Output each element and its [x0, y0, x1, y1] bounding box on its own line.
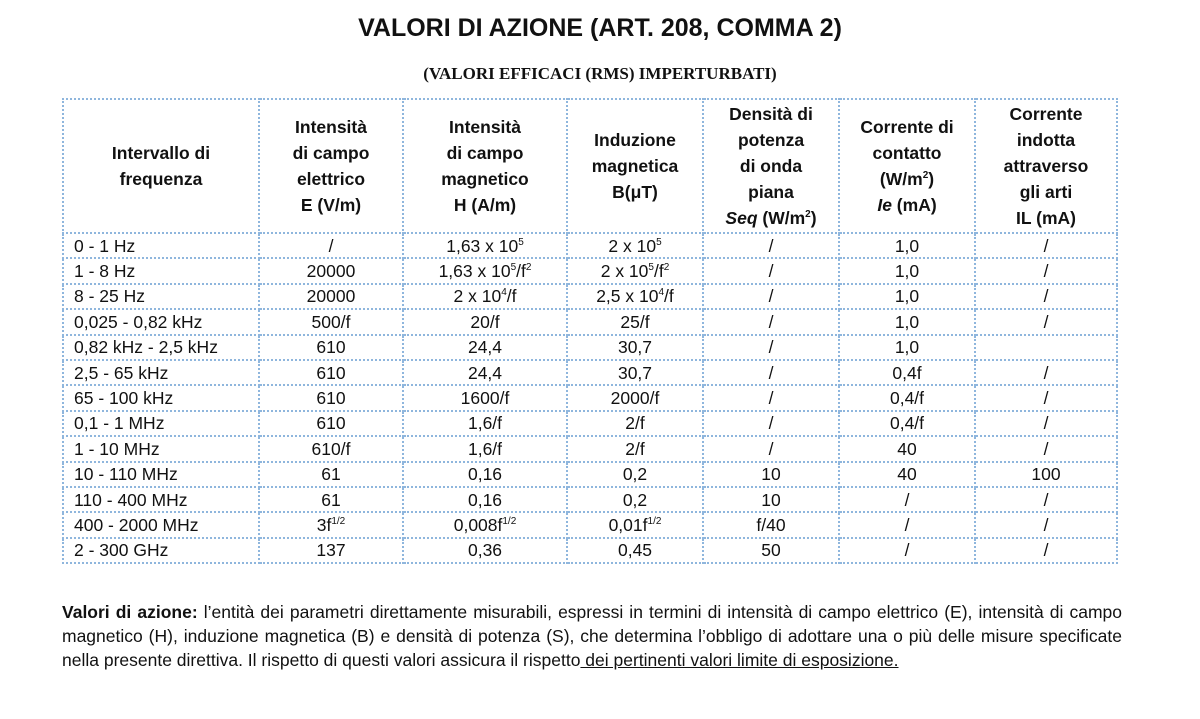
cell-induced-current: / — [975, 487, 1117, 512]
cell-freq: 10 - 110 MHz — [63, 462, 259, 487]
cell-electric-field: 610 — [259, 411, 403, 436]
cell-electric-field: 61 — [259, 462, 403, 487]
cell-electric-field: 610 — [259, 335, 403, 360]
cell-magnetic-induction: 2000/f — [567, 385, 703, 410]
table-row — [63, 411, 1117, 436]
cell-magnetic-induction: 0,2 — [567, 462, 703, 487]
cell-magnetic-induction: 2 x $10^5$ — [567, 233, 703, 258]
cell-freq: 0,025 - 0,82 kHz — [63, 309, 259, 334]
cell-magnetic-field: 24,4 — [403, 335, 567, 360]
cell-power-density: / — [703, 436, 839, 461]
cell-freq: 2,5 - 65 kHz — [63, 360, 259, 385]
cell-contact-current: / — [839, 512, 975, 537]
cell-contact-current: 1,0 — [839, 309, 975, 334]
cell-induced-current: / — [975, 309, 1117, 334]
cell-magnetic-induction: 2/f — [567, 436, 703, 461]
header-induced-current: Corrente indotta attraverso gli arti IL (mA) — [975, 99, 1117, 233]
cell-electric-field: 20000 — [259, 258, 403, 283]
cell-contact-current: 1,0 — [839, 335, 975, 360]
cell-magnetic-field: 0,16 — [403, 462, 567, 487]
cell-induced-current: / — [975, 284, 1117, 309]
cell-magnetic-induction: 30,7 — [567, 360, 703, 385]
cell-magnetic-field: 1,63 x $10^5$ — [403, 233, 567, 258]
header-electric-field: Intensità di campo elettrico E (V/m) — [259, 99, 403, 233]
header-magnetic-induction: Induzione magnetica B(μT) — [567, 99, 703, 233]
table-row — [63, 436, 1117, 461]
cell-contact-current: / — [839, 487, 975, 512]
cell-power-density: / — [703, 335, 839, 360]
legend-text: l’entità dei parametri direttamente misurabili, espressi in termini di intensità di campo elettrico (E), intensità di campo magnetico (H), induzione magnetica (B) e densità di potenza (S), che determina l’obbligo di adottare una o più delle misure specificate nella presente direttiva. Il rispetto di questi valori assicura il rispetto — [62, 602, 1122, 670]
cell-freq: 2 - 300 GHz — [63, 538, 259, 563]
page-subtitle: (VALORI EFFICACI (RMS) IMPERTURBATI) — [423, 64, 777, 83]
cell-contact-current: 0,4f — [839, 360, 975, 385]
cell-induced-current: / — [975, 233, 1117, 258]
cell-contact-current: 1,0 — [839, 233, 975, 258]
cell-freq: 400 - 2000 MHz — [63, 512, 259, 537]
table-row — [63, 385, 1117, 410]
cell-electric-field: 610 — [259, 360, 403, 385]
cell-power-density: / — [703, 233, 839, 258]
table-row — [63, 335, 1117, 360]
cell-freq: 0,1 - 1 MHz — [63, 411, 259, 436]
cell-contact-current: 1,0 — [839, 284, 975, 309]
cell-magnetic-field: 1,6/f — [403, 411, 567, 436]
cell-freq: 1 - 10 MHz — [63, 436, 259, 461]
cell-magnetic-field: 1,6/f — [403, 436, 567, 461]
table-row — [63, 309, 1117, 334]
table-row — [63, 462, 1117, 487]
cell-electric-field: 610 — [259, 385, 403, 410]
cell-electric-field: 500/f — [259, 309, 403, 334]
cell-power-density: 50 — [703, 538, 839, 563]
header-contact-current: Corrente di contatto $(W/m^2)$ Ie (mA) — [839, 99, 975, 233]
cell-freq: 0,82 kHz - 2,5 kHz — [63, 335, 259, 360]
header-frequency: Intervallo di frequenza — [63, 99, 259, 233]
cell-magnetic-field: 24,4 — [403, 360, 567, 385]
table-row — [63, 284, 1117, 309]
cell-electric-field: 20000 — [259, 284, 403, 309]
cell-induced-current: / — [975, 411, 1117, 436]
cell-magnetic-induction: $0,01f^{1/2}$ — [567, 512, 703, 537]
cell-electric-field: 61 — [259, 487, 403, 512]
header-magnetic-field: Intensità di campo magnetico H (A/m) — [403, 99, 567, 233]
table-row — [63, 538, 1117, 563]
cell-contact-current: 1,0 — [839, 258, 975, 283]
cell-magnetic-induction: 25/f — [567, 309, 703, 334]
cell-magnetic-field: 2 x $10^4/f$ — [403, 284, 567, 309]
table-row — [63, 258, 1117, 283]
cell-contact-current: 0,4/f — [839, 411, 975, 436]
cell-power-density: / — [703, 258, 839, 283]
cell-freq: 1 - 8 Hz — [63, 258, 259, 283]
action-values-table — [62, 98, 1118, 564]
cell-magnetic-field: 20/f — [403, 309, 567, 334]
table-header-row — [63, 99, 1117, 233]
cell-magnetic-induction: 2 x $10^5/f^2$ — [567, 258, 703, 283]
legend-term: Valori di azione: — [62, 602, 198, 622]
cell-contact-current: / — [839, 538, 975, 563]
cell-induced-current: / — [975, 360, 1117, 385]
cell-magnetic-field: $0,008f^{1/2}$ — [403, 512, 567, 537]
cell-magnetic-induction: 30,7 — [567, 335, 703, 360]
cell-induced-current — [975, 335, 1117, 360]
cell-freq: 8 - 25 Hz — [63, 284, 259, 309]
table-row — [63, 487, 1117, 512]
cell-electric-field: 137 — [259, 538, 403, 563]
legend-paragraph — [62, 600, 1122, 672]
cell-electric-field: / — [259, 233, 403, 258]
cell-induced-current: 100 — [975, 462, 1117, 487]
cell-magnetic-field: 0,16 — [403, 487, 567, 512]
cell-contact-current: 40 — [839, 436, 975, 461]
cell-induced-current: / — [975, 258, 1117, 283]
cell-magnetic-induction: 2/f — [567, 411, 703, 436]
cell-power-density: / — [703, 360, 839, 385]
cell-electric-field: 610/f — [259, 436, 403, 461]
cell-magnetic-field: 1600/f — [403, 385, 567, 410]
cell-magnetic-field: 1,63 x $10^5/f^2$ — [403, 258, 567, 283]
cell-power-density: f/40 — [703, 512, 839, 537]
table-body — [63, 233, 1117, 563]
cell-induced-current: / — [975, 512, 1117, 537]
table-row — [63, 233, 1117, 258]
cell-freq: 0 - 1 Hz — [63, 233, 259, 258]
legend-underlined-text: dei pertinenti valori limite di esposizione. — [580, 650, 899, 670]
cell-contact-current: 40 — [839, 462, 975, 487]
cell-induced-current: / — [975, 436, 1117, 461]
cell-power-density: 10 — [703, 462, 839, 487]
cell-induced-current: / — [975, 538, 1117, 563]
cell-freq: 65 - 100 kHz — [63, 385, 259, 410]
cell-contact-current: 0,4/f — [839, 385, 975, 410]
cell-electric-field: $3f^{1/2}$ — [259, 512, 403, 537]
cell-magnetic-field: 0,36 — [403, 538, 567, 563]
cell-power-density: / — [703, 411, 839, 436]
cell-induced-current: / — [975, 385, 1117, 410]
header-power-density: Densità di potenza di onda piana Seq $(W/m^2)$ — [703, 99, 839, 233]
cell-magnetic-induction: 2,5 x $10^4/f$ — [567, 284, 703, 309]
cell-magnetic-induction: 0,2 — [567, 487, 703, 512]
cell-power-density: / — [703, 284, 839, 309]
page-title: VALORI DI AZIONE (ART. 208, COMMA 2) — [358, 14, 842, 42]
cell-power-density: 10 — [703, 487, 839, 512]
table-row — [63, 512, 1117, 537]
cell-power-density: / — [703, 309, 839, 334]
cell-freq: 110 - 400 MHz — [63, 487, 259, 512]
table-row — [63, 360, 1117, 385]
cell-magnetic-induction: 0,45 — [567, 538, 703, 563]
cell-power-density: / — [703, 385, 839, 410]
